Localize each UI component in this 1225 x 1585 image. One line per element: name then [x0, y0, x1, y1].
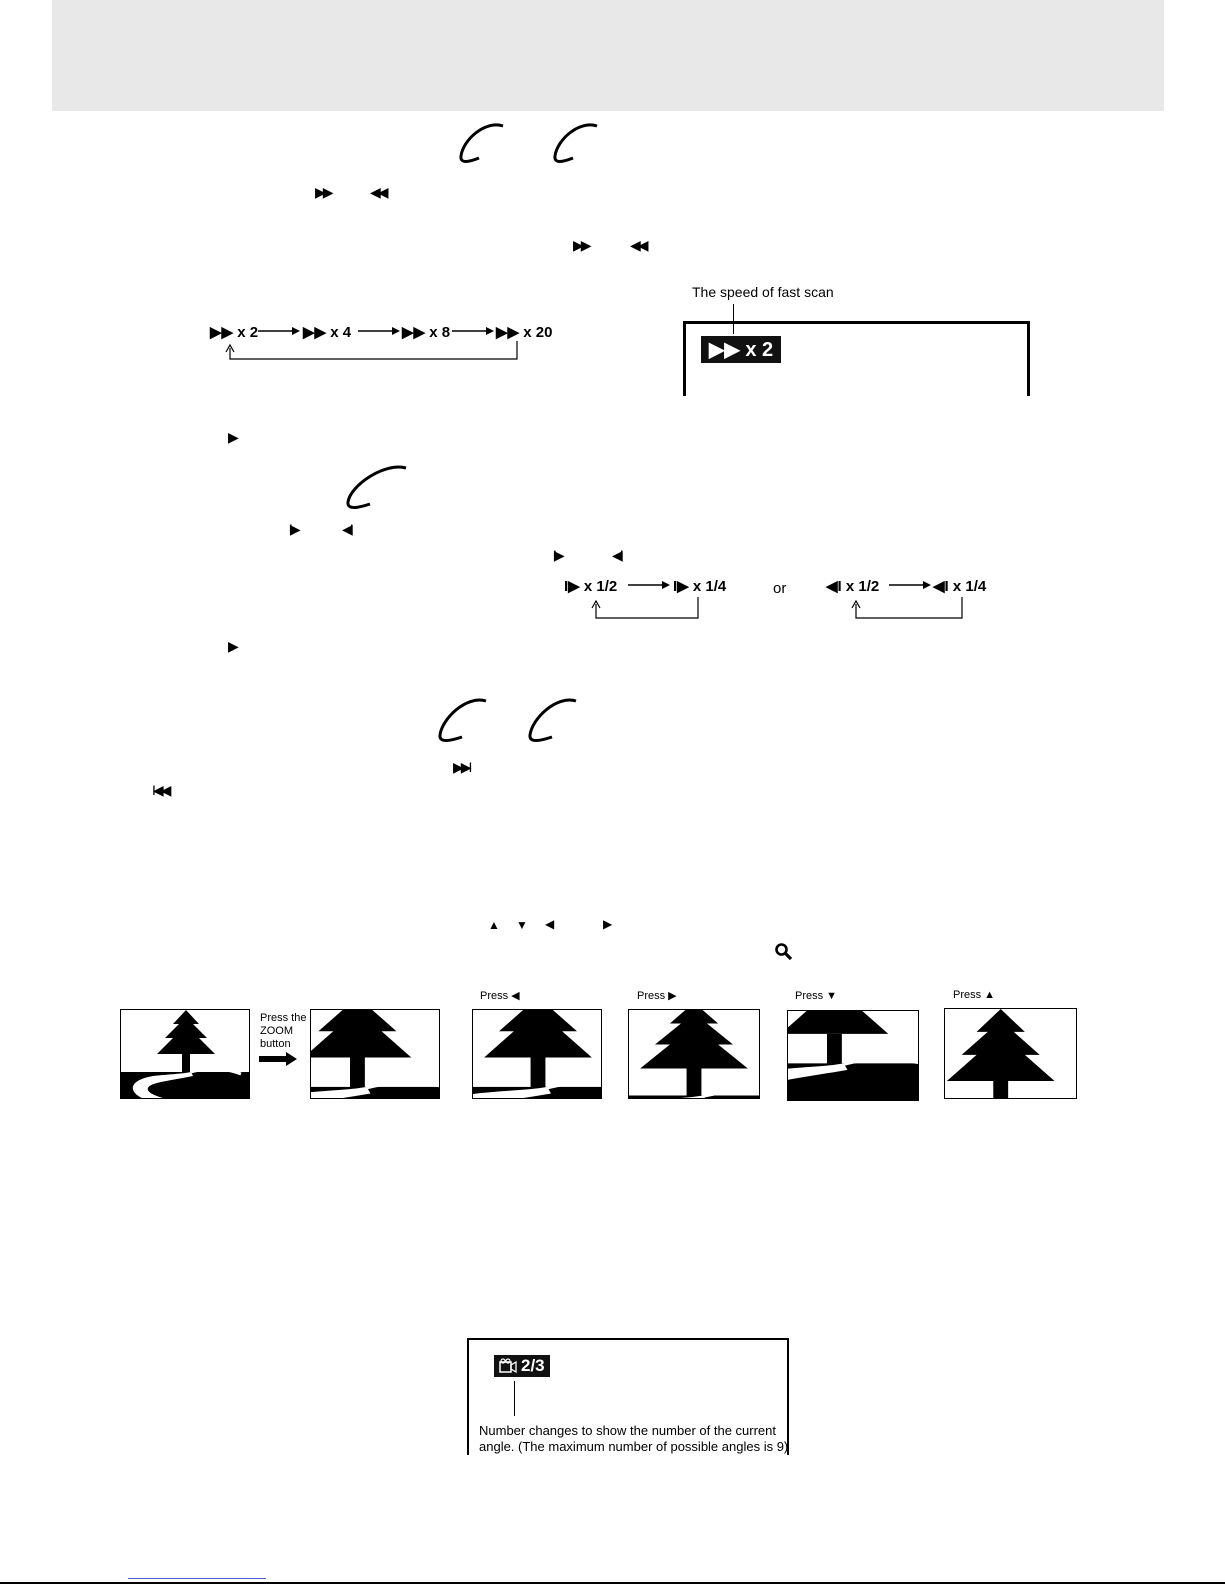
arrow-left-icon: ◀	[545, 917, 555, 931]
slow-reverse-icon: ◀I	[342, 521, 351, 537]
arrow-right-icon: ▶	[603, 917, 613, 931]
zoom-panel-right	[628, 1009, 760, 1099]
camera-icon	[499, 1358, 517, 1374]
speed-step: ▶▶ x 2	[210, 324, 259, 341]
header-band	[52, 0, 1164, 111]
zoom-panel-left	[472, 1009, 602, 1099]
zoom-panel-original	[120, 1009, 250, 1099]
search-icon	[774, 942, 794, 962]
arrow-up-icon: ▲	[488, 918, 500, 932]
disc-icon	[340, 460, 420, 515]
play-icon: ▶	[228, 638, 236, 654]
press-left-label: Press ◀	[480, 990, 520, 1002]
slow-step: I▶ x 1/4	[673, 578, 727, 595]
fast-reverse-icon: ◀◀	[630, 237, 646, 253]
press-down-label: Press ▼	[795, 990, 838, 1002]
fast-forward-icon: ▶▶	[315, 184, 331, 200]
osd-caption: The speed of fast scan	[692, 284, 834, 300]
angle-value: 2/3	[521, 1356, 545, 1375]
arrow-right-icon	[259, 1052, 299, 1066]
skip-previous-icon: I◀◀	[152, 782, 169, 798]
angle-caption: Number changes to show the number of the current angle. (The maximum number of possible angles is 9)	[479, 1423, 789, 1454]
speed-step: ▶▶ x 8	[402, 324, 451, 341]
footer-rule	[0, 1582, 1225, 1584]
slow-sequence-arrows	[560, 570, 1000, 625]
zoom-panel-down	[787, 1010, 919, 1101]
fast-reverse-icon: ◀◀	[370, 184, 386, 200]
press-zoom-caption: Press the ZOOM button	[260, 1012, 307, 1050]
or-label: or	[773, 580, 787, 597]
play-icon: ▶	[228, 429, 236, 445]
slow-step: ◀I x 1/2	[826, 578, 880, 595]
skip-next-icon: ▶▶I	[453, 759, 470, 775]
zoom-panel-zoomed	[310, 1009, 440, 1099]
fast-forward-icon: ▶▶	[573, 237, 589, 253]
slow-reverse-icon: ◀I	[612, 547, 621, 563]
sequence-arrows	[200, 315, 570, 370]
osd-speed-badge: ▶▶ x 2	[701, 336, 781, 363]
arrow-down-icon: ▼	[516, 918, 528, 932]
zoom-panel-up	[944, 1008, 1077, 1099]
slow-step: ◀I x 1/4	[933, 578, 987, 595]
callout-line	[514, 1381, 515, 1416]
press-right-label: Press ▶	[637, 990, 677, 1002]
slow-forward-icon: I▶	[289, 521, 298, 537]
angle-osd-screen	[467, 1338, 789, 1455]
speed-step: ▶▶ x 4	[303, 324, 352, 341]
slow-forward-icon: I▶	[553, 547, 562, 563]
angle-badge	[494, 1355, 550, 1377]
disc-icon	[455, 118, 625, 168]
osd-screen	[683, 321, 1030, 396]
footer-link-underline	[128, 1578, 266, 1579]
slow-step: I▶ x 1/2	[564, 578, 618, 595]
disc-icon	[430, 693, 600, 748]
speed-step: ▶▶ x 20	[496, 324, 553, 341]
press-up-label: Press ▲	[953, 989, 996, 1001]
